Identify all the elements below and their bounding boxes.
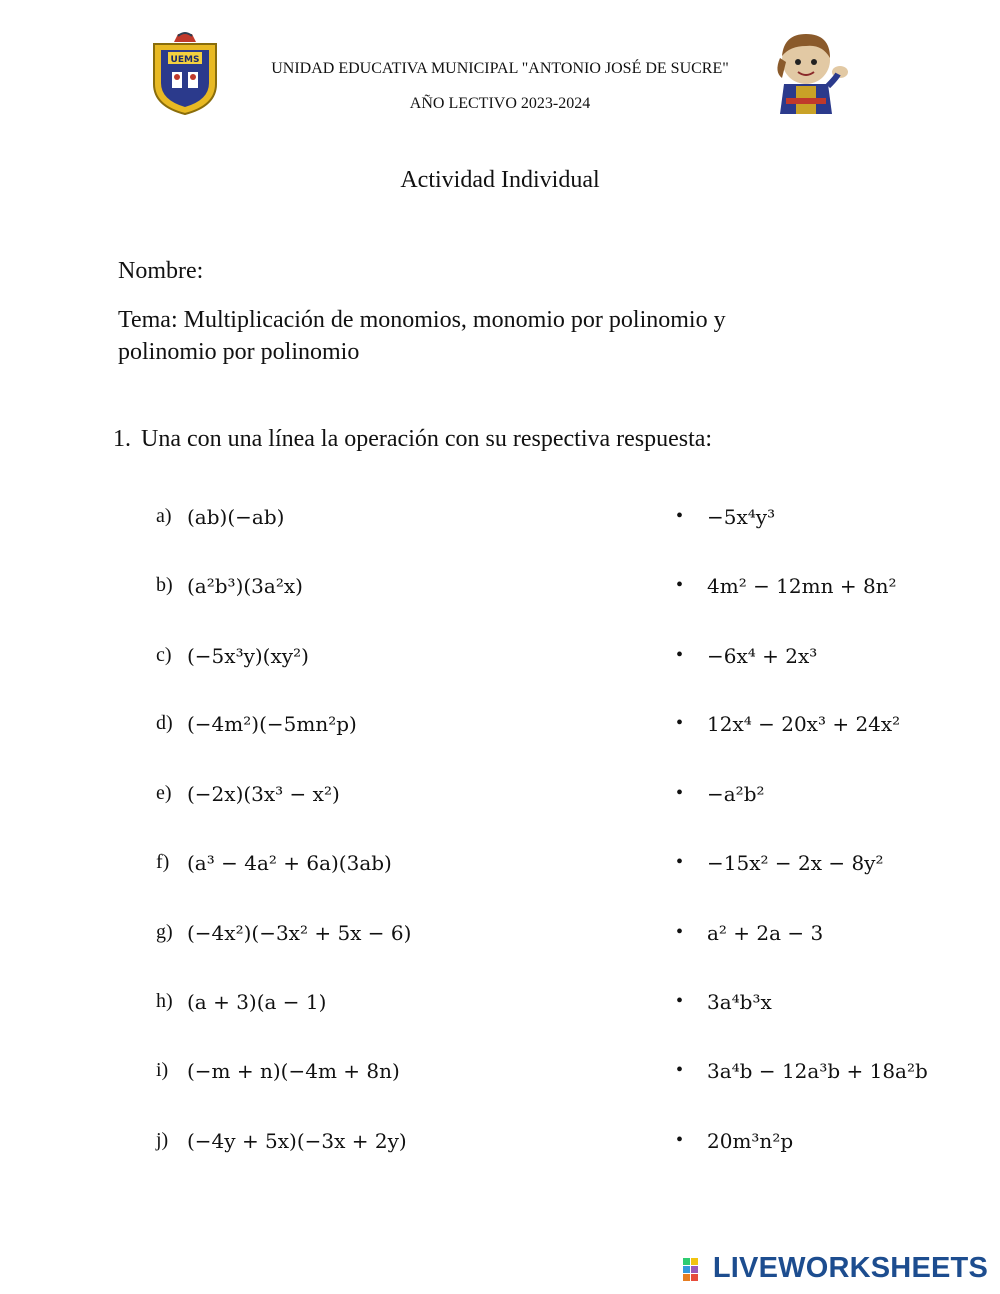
operation-letter: j) bbox=[156, 1129, 169, 1151]
bullet-icon: • bbox=[676, 1129, 684, 1151]
answer-option[interactable]: 20m³n²p bbox=[707, 1129, 794, 1153]
bullet-icon: • bbox=[676, 712, 684, 734]
answer-option[interactable]: a² + 2a − 3 bbox=[707, 921, 824, 945]
operation-expression[interactable]: (a²b³)(3a²x) bbox=[187, 574, 303, 598]
answer-option[interactable]: −a²b² bbox=[707, 782, 765, 806]
answer-option[interactable]: 4m² − 12mn + 8n² bbox=[707, 574, 897, 598]
operation-letter: g) bbox=[156, 921, 173, 943]
answer-option[interactable]: −15x² − 2x − 8y² bbox=[707, 851, 884, 875]
operation-letter: i) bbox=[156, 1059, 169, 1081]
operation-expression[interactable]: (a + 3)(a − 1) bbox=[187, 990, 327, 1014]
bullet-icon: • bbox=[676, 851, 684, 873]
operation-letter: a) bbox=[156, 505, 172, 527]
bullet-icon: • bbox=[676, 782, 684, 804]
operation-letter: b) bbox=[156, 574, 173, 596]
operation-expression[interactable]: (−2x)(3x³ − x²) bbox=[187, 782, 340, 806]
operation-expression[interactable]: (−4x²)(−3x² + 5x − 6) bbox=[187, 921, 412, 945]
operation-expression[interactable]: (a³ − 4a² + 6a)(3ab) bbox=[187, 851, 392, 875]
liveworksheets-text: LIVEWORKSHEETS bbox=[712, 1252, 988, 1284]
answer-option[interactable]: −6x⁴ + 2x³ bbox=[707, 644, 818, 668]
bullet-icon: • bbox=[676, 574, 684, 596]
operation-expression[interactable]: (−5x³y)(xy²) bbox=[187, 644, 309, 668]
bullet-icon: • bbox=[676, 505, 684, 527]
activity-title: Actividad Individual bbox=[400, 167, 600, 193]
bullet-icon: • bbox=[676, 1059, 684, 1081]
liveworksheets-logo bbox=[683, 1252, 988, 1285]
svg-text:UEMS: UEMS bbox=[170, 55, 200, 65]
operation-expression[interactable]: (−m + n)(−4m + 8n) bbox=[187, 1059, 400, 1083]
answer-option[interactable]: −5x⁴y³ bbox=[707, 505, 776, 529]
question-number: 1. bbox=[113, 426, 131, 452]
answer-option[interactable]: 12x⁴ − 20x³ + 24x² bbox=[707, 712, 901, 736]
operation-letter: e) bbox=[156, 782, 172, 804]
bullet-icon: • bbox=[676, 921, 684, 943]
question-text: Una con una línea la operación con su respectiva respuesta: bbox=[141, 426, 713, 452]
operation-expression[interactable]: (−4m²)(−5mn²p) bbox=[187, 712, 357, 736]
school-year: AÑO LECTIVO 2023-2024 bbox=[409, 95, 591, 112]
operation-letter: d) bbox=[156, 712, 173, 734]
operation-letter: c) bbox=[156, 644, 172, 666]
school-name: UNIDAD EDUCATIVA MUNICIPAL "ANTONIO JOSÉ DE SUCRE" bbox=[271, 60, 729, 77]
bullet-icon: • bbox=[676, 644, 684, 666]
student-name-label: Nombre: bbox=[118, 258, 204, 284]
answer-option[interactable]: 3a⁴b³x bbox=[707, 990, 772, 1014]
operation-letter: h) bbox=[156, 990, 173, 1012]
bullet-icon: • bbox=[676, 990, 684, 1012]
operation-expression[interactable]: (ab)(−ab) bbox=[187, 505, 285, 529]
liveworksheets-icon bbox=[683, 1256, 709, 1282]
operation-letter: f) bbox=[156, 851, 170, 873]
operation-expression[interactable]: (−4y + 5x)(−3x + 2y) bbox=[187, 1129, 407, 1153]
answer-option[interactable]: 3a⁴b − 12a³b + 18a²b bbox=[707, 1059, 928, 1083]
topic-text: Tema: Multiplicación de monomios, monomio por polinomio y polinomio por polinomio bbox=[118, 307, 726, 365]
